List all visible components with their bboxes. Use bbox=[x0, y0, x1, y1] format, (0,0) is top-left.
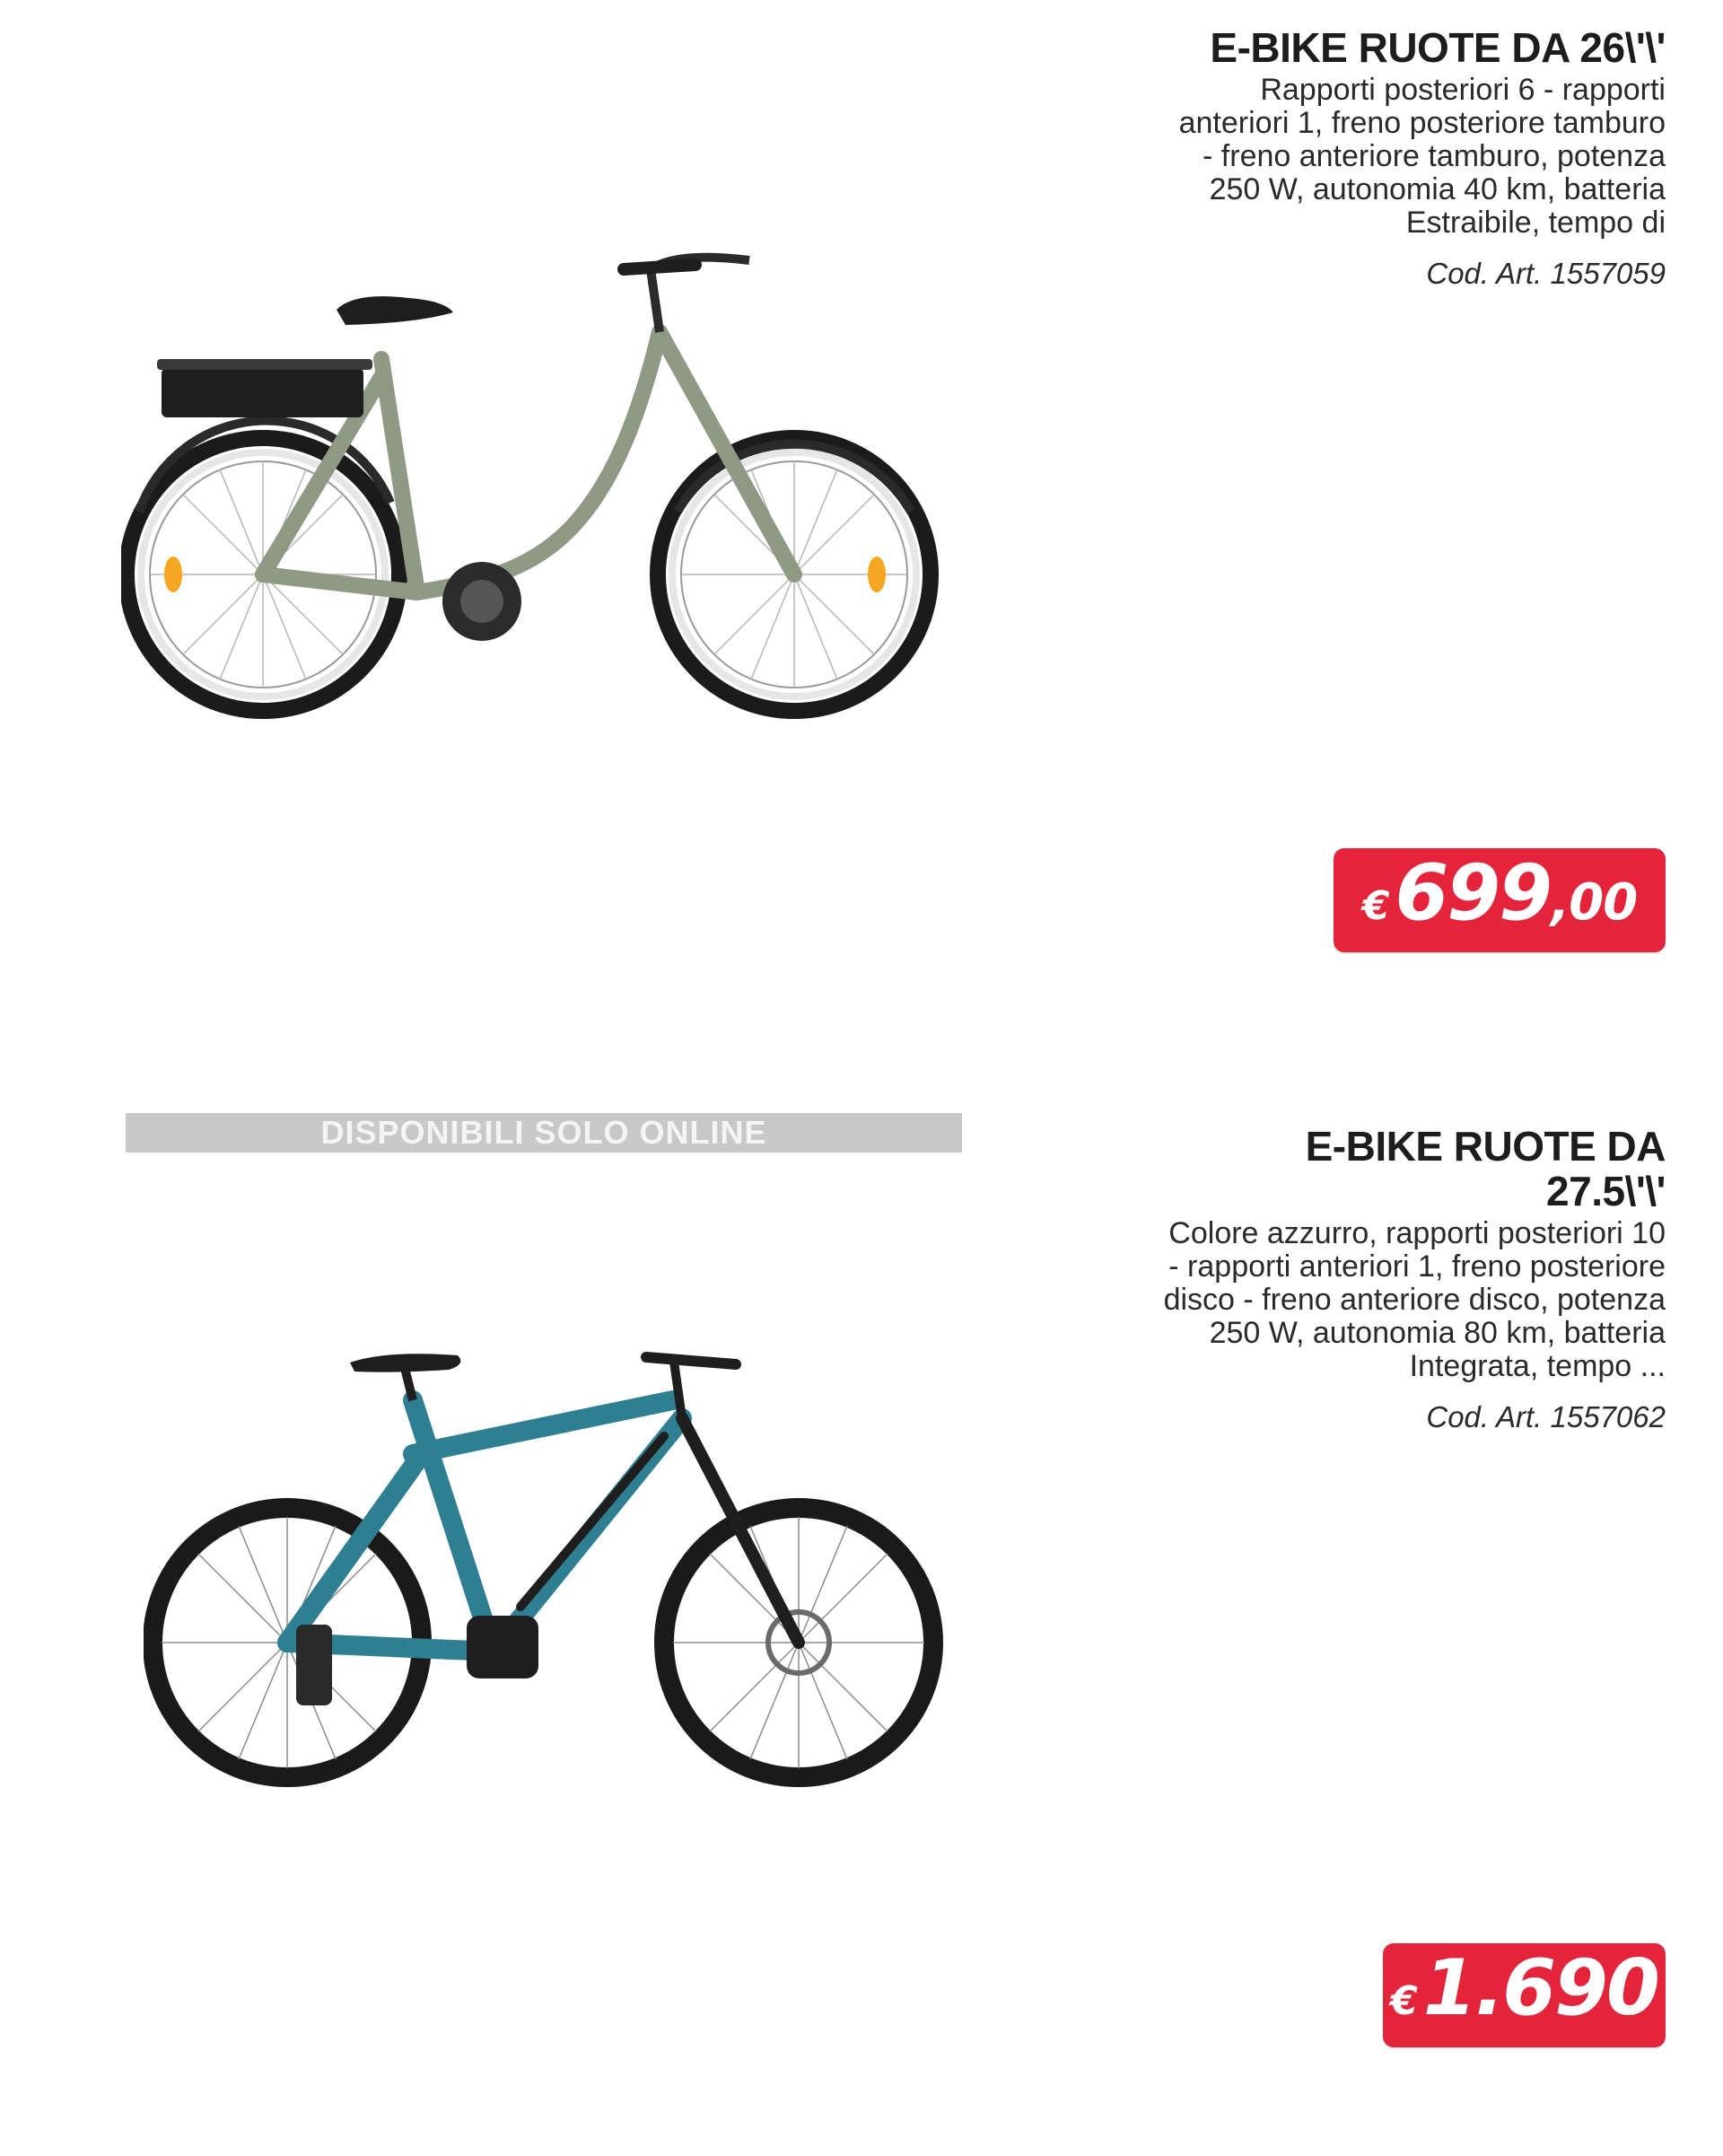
product-title bbox=[1163, 1124, 1666, 1214]
price-currency: € bbox=[1361, 883, 1390, 929]
online-only-banner: DISPONIBILI SOLO ONLINE bbox=[126, 1113, 962, 1152]
price-badge bbox=[1383, 1943, 1666, 2047]
product-code: Cod. Art. 1557062 bbox=[1426, 1400, 1666, 1433]
price-amount: 699 bbox=[1395, 848, 1551, 938]
product-info bbox=[1163, 1124, 1666, 1435]
product-title: E-BIKE RUOTE DA 26\'\' bbox=[1210, 24, 1666, 71]
price-badge bbox=[1334, 848, 1666, 952]
price-decimals: ,00 bbox=[1550, 873, 1638, 932]
product-title-line1: E-BIKE RUOTE DA bbox=[1305, 1123, 1666, 1170]
price-amount: 1.690 bbox=[1422, 1943, 1658, 2033]
product-code: Cod. Art. 1557059 bbox=[1426, 257, 1666, 290]
mountain-ebike-image bbox=[144, 1346, 951, 1831]
product-description: Rapporti posteriori 6 - rapporti anteriori 1, freno posteriore tamburo - freno anteriore tamburo, potenza 250 W, autonomia 40 km, batteria Estraibile, tempo di bbox=[1178, 73, 1666, 240]
price-currency: € bbox=[1390, 1978, 1418, 2024]
product-info bbox=[1163, 25, 1666, 292]
product-card-city-ebike bbox=[0, 0, 1723, 1032]
product-description: Colore azzurro, rapporti posteriori 10 - rapporti anteriori 1, freno posteriore disco - freno anteriore disco, potenza 250 W, autonomia 80 km, batteria Integrata, tempo ... bbox=[1163, 1216, 1666, 1383]
product-card-mountain-ebike bbox=[0, 1032, 1723, 2156]
product-title-line2: 27.5\'\' bbox=[1546, 1168, 1666, 1214]
city-ebike-image bbox=[121, 215, 947, 754]
